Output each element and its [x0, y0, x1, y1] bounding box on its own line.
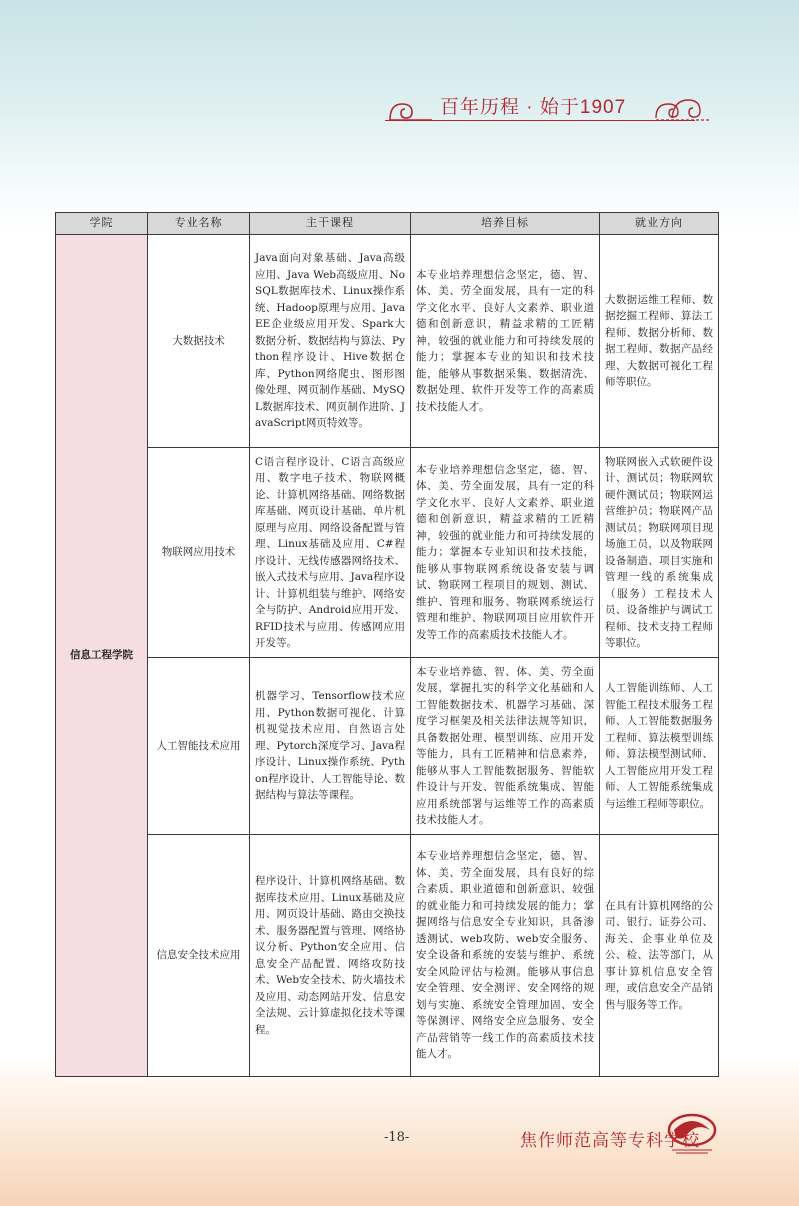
- column-header-courses: 主干课程: [250, 213, 411, 235]
- majors-table: [55, 212, 719, 1077]
- cloud-ornament-icon: [652, 96, 712, 124]
- school-logo-icon: [666, 1110, 718, 1156]
- page-number: -18-: [384, 1130, 410, 1145]
- career-cell: 大数据运维工程师、数据挖掘工程师、算法工程师、数据分析师、数据工程师、数据产品经理、大数据可视化工程师等职位。: [600, 235, 719, 448]
- table-row: [56, 235, 719, 448]
- college-cell: 信息工程学院: [56, 235, 148, 1077]
- goals-cell: 本专业培养理想信念坚定，德、智、体、美、劳全面发展，具有一定的科学文化水平、良好人文素养、职业道德和创新意识，精益求精的工匠精神，较强的就业能力和可持续发展的能力；掌握本专业的知识和技术技能，能够从事数据采集、数据清洗、数据处理、软件开发等工作的高素质技术技能人才。: [411, 235, 600, 448]
- school-name: 焦作师范高等专科学校: [520, 1131, 700, 1151]
- major-cell: 人工智能技术应用: [148, 658, 250, 835]
- major-cell: 信息安全技术应用: [148, 835, 250, 1077]
- table-row: [56, 658, 719, 835]
- career-cell: 人工智能训练师、人工智能工程技术服务工程师、人工智能数据服务工程师、算法模型训练师、算法模型测试师、人工智能应用开发工程师、人工智能系统集成与运维工程师等职位。: [600, 658, 719, 835]
- career-cell: 在具有计算机网络的公司、银行、证券公司、海关、企事业单位及公、检、法等部门，从事计算机信息安全管理，或信息安全产品销售与服务等工作。: [600, 835, 719, 1077]
- header-title: 百年历程 · 始于1907: [440, 97, 627, 118]
- courses-cell: 程序设计、计算机网络基础、数据库技术应用、Linux基础及应用、网页设计基础、路由交换技术、服务器配置与管理、网络协议分析、Python安全应用、信息安全产品配置、网络攻防技术、Web安全技术、防火墙技术及应用、动态网站开发、信息安全法规、云计算虚拟化技术等课程。: [250, 835, 411, 1077]
- table-row: [56, 448, 719, 658]
- header-divider: [385, 120, 695, 121]
- major-cell: 物联网应用技术: [148, 448, 250, 658]
- courses-cell: C语言程序设计、C语言高级应用、数字电子技术、物联网概论、计算机网络基础、网络数据库基础、网页设计基础、单片机原理与应用、网络设备配置与管理、Linux基础及应用、C#程序设计、无线传感器网络技术、嵌入式技术与应用、Java程序设计、计算机组装与维护、网络安全与防护、Android应用开发、RFID技术与应用、传感网应用开发等。: [250, 448, 411, 658]
- table-header-row: [56, 213, 719, 235]
- column-header-career: 就业方向: [600, 213, 719, 235]
- major-cell: 大数据技术: [148, 235, 250, 448]
- goals-cell: 本专业培养理想信念坚定，德、智、体、美、劳全面发展，具有良好的综合素质、职业道德和创新意识、较强的就业能力和可持续发展的能力；掌握网络与信息安全专业知识，具备渗透测试、web攻防、web安全服务、安全设备和系统的安装与维护、系统安全风险评估与检测。能够从事信息安全管理、安全测评、安全网络的规划与实施、系统安全管理加固、安全等保测评、网络安全应急服务、安全产品营销等一线工作的高素质技术技能人才。: [411, 835, 600, 1077]
- career-cell: 物联网嵌入式软硬件设计、测试员；物联网软硬件测试员；物联网运营维护员；物联网产品测试员；物联网项目现场施工员，以及物联网设备制造、项目实施和管理一线的系统集成（服务）工程技术人员、设备维护与调试工程师、技术支持工程师等职位。: [600, 448, 719, 658]
- courses-cell: 机器学习、Tensorflow技术应用、Python数据可视化、计算机视觉技术应用、自然语言处理、Pytorch深度学习、Java程序设计、Linux操作系统、Python程序设计、人工智能导论、数据结构与算法等课程。: [250, 658, 411, 835]
- column-header-goals: 培养目标: [411, 213, 600, 235]
- goals-cell: 本专业培养德、智、体、美、劳全面发展，掌握扎实的科学文化基础和人工智能数据技术、机器学习基础、深度学习框架及相关法律法规等知识，具备数据处理、模型训练、应用开发等能力，具有工匠精神和信息素养，能够从事人工智能数据服务、智能软件设计与开发、智能系统集成、智能应用系统部署与运维等工作的高素质技术技能人才。: [411, 658, 600, 835]
- courses-cell: Java面向对象基础、Java高级应用、Java Web高级应用、NoSQL数据库技术、Linux操作系统、Hadoop原理与应用、Java EE企业级应用开发、Spark大数据分析、数据结构与算法、Python程序设计、Hive数据仓库、Python网络爬虫、图形图像处理、网页制作基础、MySQL数据库技术、网页制作进阶、JavaScript网页特效等。: [250, 235, 411, 448]
- column-header-college: 学院: [56, 213, 148, 235]
- column-header-major: 专业名称: [148, 213, 250, 235]
- table-row: [56, 835, 719, 1077]
- goals-cell: 本专业培养理想信念坚定，德、智、体、美、劳全面发展，具有一定的科学文化水平、良好人文素养、职业道德和创新意识，精益求精的工匠精神，较强的就业能力和可持续发展的能力；掌握本专业知识和技术技能，能够从事物联网系统设备安装与调试、物联网工程项目的规划、测试、维护、管理和服务、物联网系统运行管理和维护、物联网项目应用软件开发等工作的高素质技术技能人才。: [411, 448, 600, 658]
